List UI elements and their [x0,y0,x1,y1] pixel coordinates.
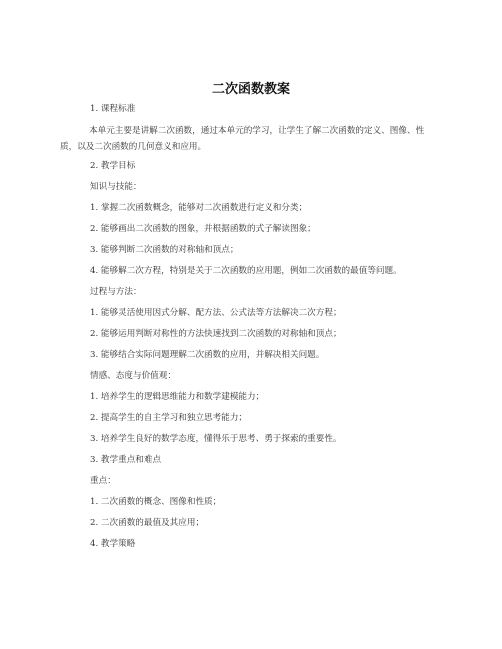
list-item: 3. 能够结合实际问题理解二次函数的应用，并解决相关问题。 [90,350,325,360]
list-item: 1. 培养学生的逻辑思维能力和数学建模能力； [90,392,265,402]
list-item: 2. 二次函数的最值及其应用； [90,518,205,528]
subheading-knowledge-skills: 知识与技能： [90,182,142,192]
section-heading-teaching-goals: 2. 教学目标 [90,161,136,171]
section-heading-key-points: 3. 教学重点和难点 [90,455,162,465]
list-item: 1. 二次函数的概念、图像和性质； [90,497,222,507]
list-item: 2. 提高学生的自主学习和独立思考能力； [90,413,248,423]
section-heading-teaching-strategy: 4. 教学策略 [90,539,136,549]
list-item: 3. 能够判断二次函数的对称轴和顶点； [90,245,239,255]
list-item: 3. 培养学生良好的数学态度，懂得乐于思考、勇于探索的重要性。 [90,434,342,444]
subheading-process-methods: 过程与方法： [90,287,142,297]
list-item: 2. 能够画出二次函数的图象，并根据函数的式子解读图象； [90,224,316,234]
document-title: 二次函数教案 [211,82,290,97]
list-item: 1. 能够灵活使用因式分解、配方法、公式法等方法解决二次方程； [90,308,342,318]
section-heading-course-standard: 1. 课程标准 [90,104,136,114]
list-item: 2. 能够运用判断对称性的方法快速找到二次函数的对称轴和顶点； [90,329,342,339]
list-item: 4. 能够解二次方程，特别是关于二次函数的应用题，例如二次函数的最值等问题。 [90,266,402,276]
subheading-emotions-values: 情感、态度与价值观： [90,371,176,381]
subheading-key: 重点： [90,476,116,486]
intro-paragraph: 本单元主要是讲解二次函数，通过本单元的学习，让学生了解二次函数的定义、图像、性质，以及二次函数的几何意义和应用。 [60,126,425,152]
list-item: 1. 掌握二次函数概念，能够对二次函数进行定义和分类； [90,203,308,213]
